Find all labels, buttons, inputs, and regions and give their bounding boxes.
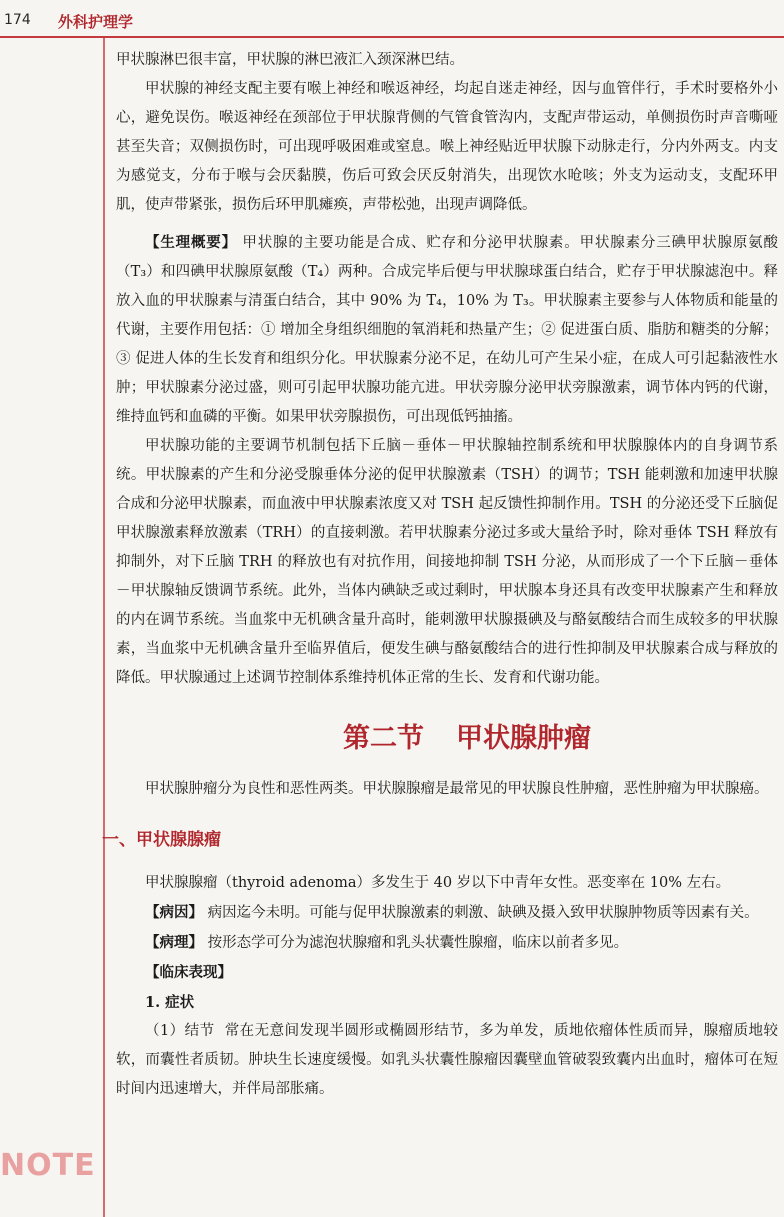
clinical-label: 【临床表现】 xyxy=(145,964,232,981)
section-intro: 甲状腺肿瘤分为良性和恶性两类。甲状腺腺瘤是最常见的甲状腺良性肿瘤，恶性肿瘤为甲状腺癌。 xyxy=(145,781,769,797)
pathology-label: 【病理】 xyxy=(145,934,203,951)
subsection-heading: 一、甲状腺腺瘤 xyxy=(102,830,221,850)
physiology-paragraph xyxy=(116,228,778,432)
etiology-text: 病因迄今未明。可能与促甲状腺激素的刺激、缺碘及摄入致甲状腺肿物质等因素有关。 xyxy=(207,905,759,921)
header-rule xyxy=(0,36,784,38)
physiology-label: 【生理概要】 xyxy=(145,234,237,251)
regulation-paragraph: 甲状腺功能的主要调节机制包括下丘脑－垂体－甲状腺轴控制系统和甲状腺腺体内的自身调节系统。甲状腺素的产生和分泌受腺垂体分泌的促甲状腺激素（TSH）的调节；TSH 能刺激和加速甲状腺合成和分泌甲状腺素，而血液中甲状腺素浓度又对 TSH 起反馈性抑制作用。TSH 的分泌还受下丘脑促甲状腺激素释放激素（TRH）的直接刺激。若甲状腺素分泌过多或大量给予时，除对垂体 TSH 释放有抑制外，对下丘脑 TRH 的释放也有对抗作用，间接地抑制 TSH 分泌，从而形成了一个下丘脑－垂体－甲状腺轴反馈调节系统。此外，当体内碘缺乏或过剩时，甲状腺本身还具有改变甲状腺素产生和释放的内在调节系统。当血浆中无机碘含量升高时，能刺激甲状腺摄碘及与酪氨酸结合而生成较多的甲状腺素，当血浆中无机碘含量升至临界值后，便发生碘与酪氨酸结合的进行性抑制及甲状腺素合成与释放的降低。甲状腺通过上述调节控制体系维持机体正常的生长、发育和代谢功能。 xyxy=(116,438,778,686)
nodule-label: （1）结节 xyxy=(145,1023,215,1039)
etiology-paragraph xyxy=(116,898,778,928)
symptoms-heading: 1. 症状 xyxy=(145,994,195,1011)
pathology-text: 按形态学可分为滤泡状腺瘤和乳头状囊性腺瘤，临床以前者多见。 xyxy=(207,935,629,951)
etiology-label: 【病因】 xyxy=(145,904,203,921)
section-title: 甲状腺肿瘤 xyxy=(456,723,591,754)
book-title: 外科护理学 xyxy=(58,13,134,31)
nodule-paragraph xyxy=(116,1017,778,1104)
nerve-paragraph: 甲状腺的神经支配主要有喉上神经和喉返神经，均起自迷走神经，因与血管伴行，手术时要格外小心，避免误伤。喉返神经在颈部位于甲状腺背侧的气管食管沟内，支配声带运动，单侧损伤时声音嘶哑甚至失音；双侧损伤时，可出现呼吸困难或窒息。喉上神经贴近甲状腺下动脉走行，分内外两支。内支为感觉支，分布于喉与会厌黏膜，伤后可致会厌反射消失，出现饮水呛咳；外支为运动支，支配环甲肌，使声带紧张，损伤后环甲肌瘫痪，声带松弛，出现声调降低。 xyxy=(116,81,778,213)
page-number: 174 xyxy=(4,12,31,28)
margin-rule xyxy=(103,38,105,1217)
physiology-text: 甲状腺的主要功能是合成、贮存和分泌甲状腺素。甲状腺素分三碘甲状腺原氨酸（T₃）和四碘甲状腺原氨酸（T₄）两种。合成完毕后便与甲状腺球蛋白结合，贮存于甲状腺滤泡中。释放入血的甲状腺素与清蛋白结合，其中 90% 为 T₄，10% 为 T₃。甲状腺素主要参与人体物质和能量的代谢，主要作用包括：① 增加全身组织细胞的氧消耗和热量产生；② 促进蛋白质、脂肪和糖类的分解；③ 促进人体的生长发育和组织分化。甲状腺素分泌不足，在幼儿可产生呆小症，在成人可引起黏液性水肿；甲状腺素分泌过盛，则可引起甲状腺功能亢进。甲状旁腺分泌甲状旁腺激素，调节体内钙的代谢，维持血钙和血磷的平衡。如果甲状旁腺损伤，可出现低钙抽搐。 xyxy=(116,235,779,425)
adenoma-intro: 甲状腺腺瘤（thyroid adenoma）多发生于 40 岁以下中青年女性。恶变率在 10% 左右。 xyxy=(145,875,731,891)
section-number: 第二节 xyxy=(343,723,424,754)
note-margin-mark: NOTE xyxy=(0,1148,96,1183)
nodule-text: 常在无意间发现半圆形或椭圆形结节，多为单发，质地依瘤体性质而异，腺瘤质地较软，而囊性者质韧。肿块生长速度缓慢。如乳头状囊性腺瘤因囊壁血管破裂致囊内出血时，瘤体可在短时间内迅速增大，并伴局部胀痛。 xyxy=(116,1023,778,1097)
lymph-paragraph: 甲状腺淋巴很丰富，甲状腺的淋巴液汇入颈深淋巴结。 xyxy=(116,52,464,68)
section-heading xyxy=(116,721,778,757)
page-header xyxy=(0,0,784,40)
pathology-paragraph xyxy=(116,928,778,958)
page-body xyxy=(102,46,779,1104)
clinical-heading xyxy=(116,958,778,988)
